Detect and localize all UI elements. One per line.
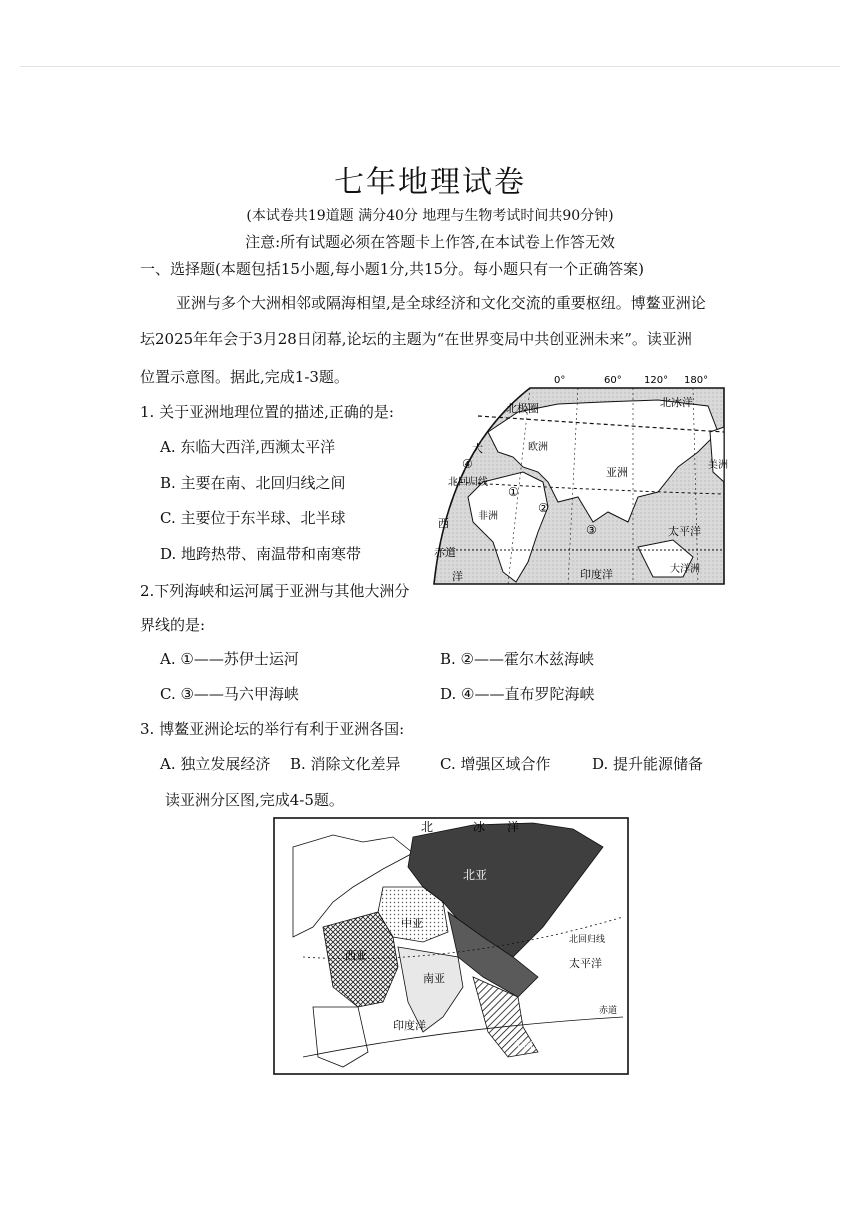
map1-label-arctic-ocean: 北冰洋 <box>660 396 693 409</box>
question-3-option-a: A. 独立发展经济 <box>160 755 271 773</box>
map1-lon-180: 180° <box>684 375 709 386</box>
map2-label-central-asia: 中亚 <box>401 917 423 930</box>
question-3-option-d: D. 提升能源储备 <box>592 755 704 773</box>
map1-lon-120: 120° <box>644 375 669 386</box>
map1-label-america: 美洲 <box>708 460 728 471</box>
map2-label-south-asia: 南亚 <box>423 972 445 985</box>
map2-label-arctic-3: 洋 <box>507 820 520 834</box>
map1-lon-0: 0° <box>554 375 566 386</box>
map1-label-pacific: 太平洋 <box>668 525 701 538</box>
map2-label-indian: 印度洋 <box>393 1019 426 1032</box>
asia-regions-map <box>273 817 629 1075</box>
map2-label-west-asia: 西亚 <box>345 949 367 962</box>
map1-label-asia: 亚洲 <box>606 466 628 479</box>
map1-marker-3: ③ <box>586 523 597 537</box>
map1-label-equator: 赤道 <box>434 546 456 559</box>
map2-label-arctic-1: 北 <box>421 820 434 834</box>
map1-label-atlantic-1: 大 <box>472 442 483 455</box>
intro-line-1: 亚洲与多个大洲相邻或隔海相望,是全球经济和文化交流的重要枢纽。博鳌亚洲论 <box>176 294 706 312</box>
map1-lon-60: 60° <box>604 375 622 386</box>
intro-map-2: 读亚洲分区图,完成4-5题。 <box>165 791 344 809</box>
question-1-stem: 1. 关于亚洲地理位置的描述,正确的是: <box>140 403 394 421</box>
intro-line-2: 坛2025年年会于3月28日闭幕,论坛的主题为“在世界变局中共创亚洲未来”。读亚洲 <box>140 330 692 348</box>
top-divider <box>20 66 840 67</box>
map2-label-arctic-2: 冰 <box>473 820 486 834</box>
map2-label-equator: 赤道 <box>599 1006 618 1016</box>
map1-label-oceania: 大洋洲 <box>670 564 700 575</box>
question-3-stem: 3. 博鳌亚洲论坛的举行有利于亚洲各国: <box>140 720 405 738</box>
map1-label-tropic: 北回归线 <box>448 477 488 488</box>
question-2-option-c: C. ③——马六甲海峡 <box>160 685 299 703</box>
map2-label-pacific: 太平洋 <box>569 957 602 970</box>
map1-label-indian: 印度洋 <box>580 568 613 581</box>
map1-label-africa: 非洲 <box>478 511 498 522</box>
question-1-option-d: D. 地跨热带、南温带和南寒带 <box>160 545 362 563</box>
question-3-option-b: B. 消除文化差异 <box>290 755 401 773</box>
exam-info: (本试卷共19道题 满分40分 地理与生物考试时间共90分钟) <box>246 208 614 224</box>
question-1-option-a: A. 东临大西洋,西濒太平洋 <box>160 438 336 456</box>
map1-label-atlantic-2: 西 <box>438 517 449 530</box>
question-1-option-c: C. 主要位于东半球、北半球 <box>160 509 346 527</box>
question-2-stem: 2.下列海峡和运河属于亚洲与其他大洲分 <box>140 582 410 600</box>
asia-location-map <box>428 372 728 592</box>
map1-label-arctic-circle: 北极圈 <box>506 402 539 415</box>
page-title: 七年地理试卷 <box>334 165 526 200</box>
section-heading: 一、选择题(本题包括15小题,每小题1分,共15分。每小题只有一个正确答案) <box>140 260 644 278</box>
question-2-option-d: D. ④——直布罗陀海峡 <box>440 685 595 703</box>
question-2-option-a: A. ①——苏伊士运河 <box>160 650 299 668</box>
exam-notice: 注意:所有试题必须在答题卡上作答,在本试卷上作答无效 <box>245 233 615 251</box>
map1-marker-1: ① <box>508 485 519 499</box>
question-2-option-b: B. ②——霍尔木兹海峡 <box>440 650 595 668</box>
question-2-stem-cont: 界线的是: <box>140 616 206 634</box>
question-1-option-b: B. 主要在南、北回归线之间 <box>160 474 346 492</box>
map2-label-tropic: 北回归线 <box>569 935 606 945</box>
map1-marker-2: ② <box>538 501 549 515</box>
map2-label-north-asia: 北亚 <box>463 868 488 882</box>
map1-label-atlantic-3: 洋 <box>452 570 463 583</box>
map2-label-southeast-asia: 东南亚 <box>513 1041 543 1052</box>
map1-marker-4: ④ <box>462 457 473 471</box>
intro-line-3: 位置示意图。据此,完成1-3题。 <box>140 368 349 386</box>
map1-label-europe: 欧洲 <box>528 442 548 453</box>
question-3-option-c: C. 增强区域合作 <box>440 755 551 773</box>
